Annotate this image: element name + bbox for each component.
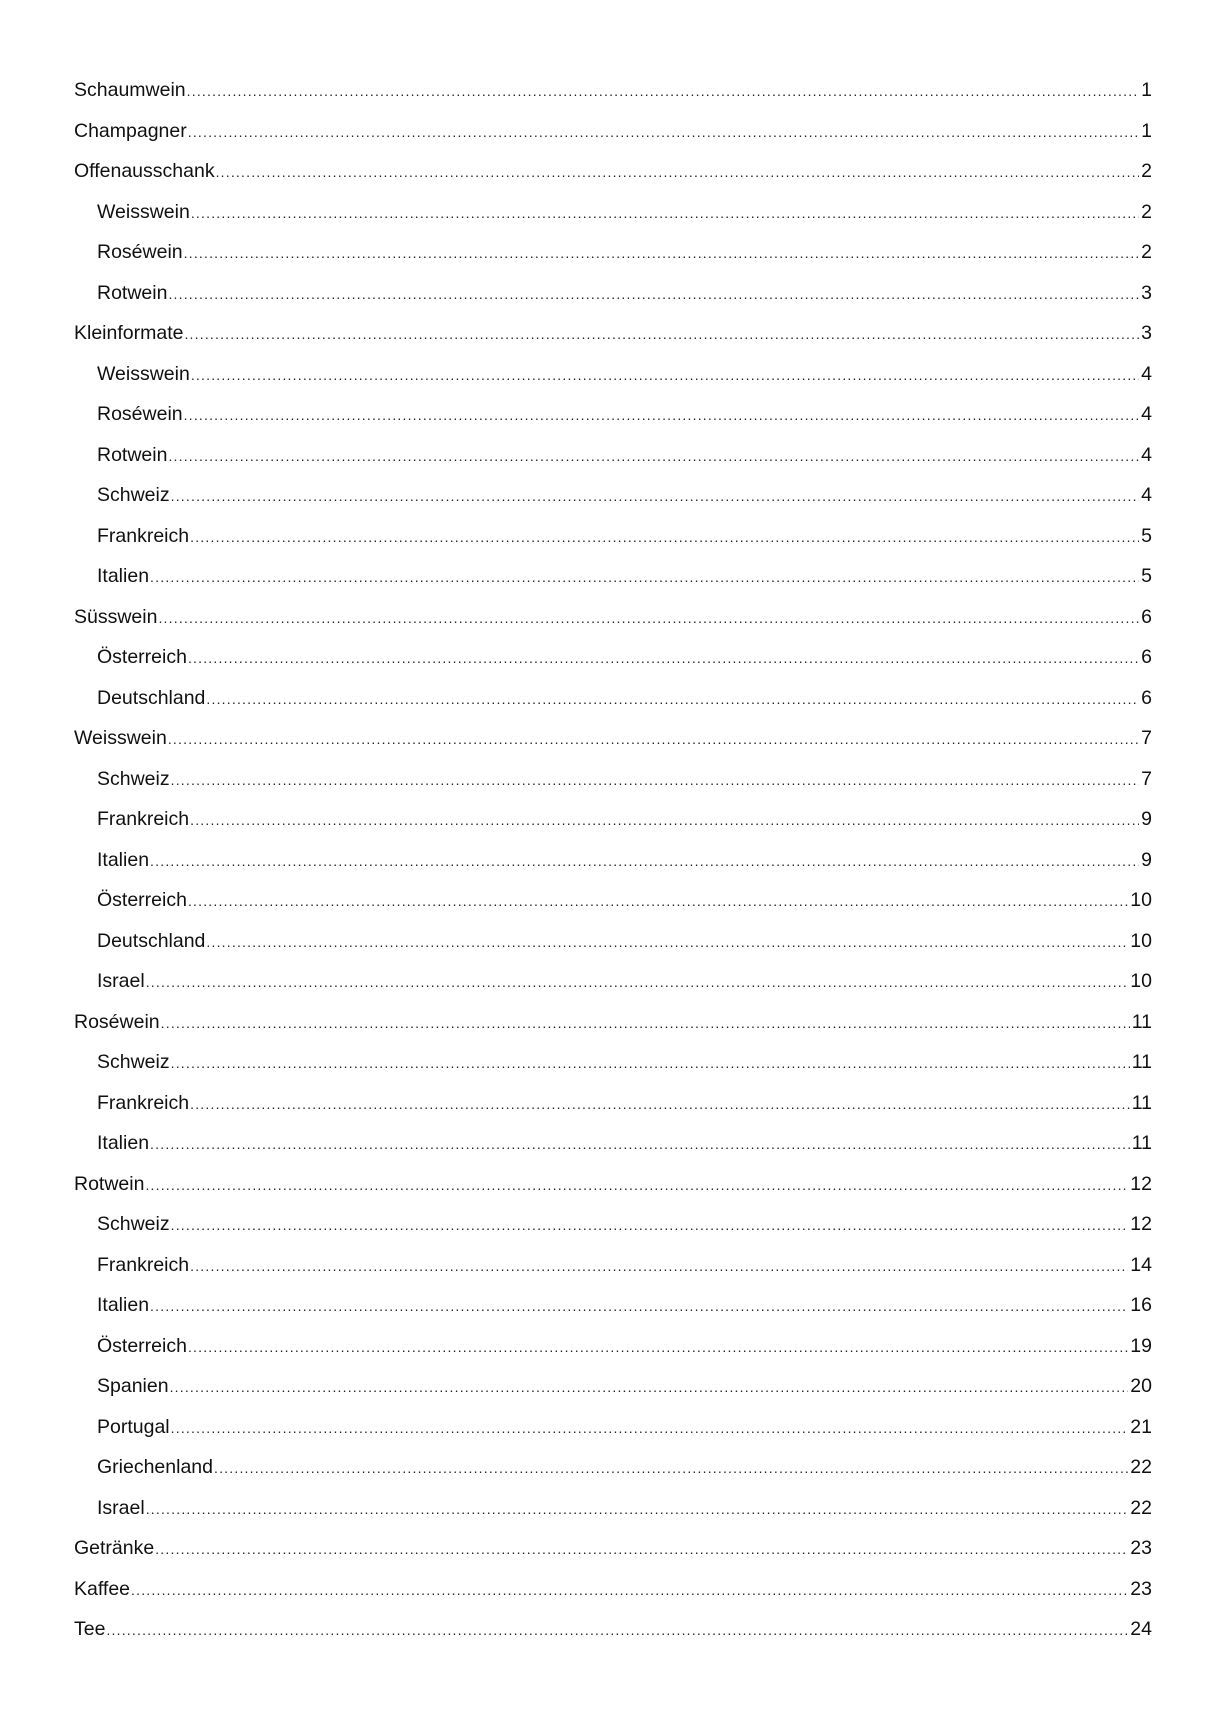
toc-entry-title: Portugal xyxy=(97,1415,170,1438)
toc-page-number: 6 xyxy=(1141,686,1152,709)
toc-dot-leader xyxy=(170,1367,1129,1408)
toc-entry-title: Frankreich xyxy=(97,808,190,830)
toc-page-number: 2 xyxy=(1141,160,1152,182)
toc-entry-title: Österreich xyxy=(97,646,187,668)
toc-page-number: 24 xyxy=(1130,1618,1152,1640)
toc-dot-leader xyxy=(171,1043,1130,1084)
toc-subentry[interactable] xyxy=(74,1083,1152,1124)
toc-entry-title: Israel xyxy=(97,1496,145,1519)
toc-page-number: 10 xyxy=(1130,929,1152,952)
toc-dot-leader xyxy=(184,395,1140,436)
toc-page-number: 7 xyxy=(1141,727,1152,749)
toc-subentry[interactable] xyxy=(74,961,1152,1002)
toc-entry[interactable] xyxy=(74,1528,1152,1569)
toc-dot-leader xyxy=(190,1246,1128,1287)
toc-dot-leader xyxy=(131,1570,1128,1611)
toc-subentry[interactable] xyxy=(74,354,1152,395)
toc-subentry[interactable] xyxy=(74,921,1152,962)
toc-page-number: 11 xyxy=(1131,1091,1152,1114)
toc-page-number: 4 xyxy=(1141,403,1152,425)
toc-entry-title: Roséwein xyxy=(97,403,183,425)
toc-entry-title: Frankreich xyxy=(97,1091,190,1114)
toc-page-number: 22 xyxy=(1130,1496,1152,1519)
toc-dot-leader xyxy=(184,233,1140,274)
toc-subentry[interactable] xyxy=(74,394,1152,435)
toc-page-number: 11 xyxy=(1131,1051,1152,1073)
toc-subentry[interactable] xyxy=(74,516,1152,557)
toc-entry-title: Italien xyxy=(97,565,150,587)
toc-dot-leader xyxy=(150,841,1139,882)
toc-page-number: 19 xyxy=(1130,1334,1152,1357)
toc-page-number: 1 xyxy=(1141,79,1152,101)
toc-entry-title: Schweiz xyxy=(97,484,170,506)
toc-dot-leader xyxy=(150,557,1139,598)
toc-dot-leader xyxy=(188,1327,1128,1368)
toc-entry-title: Schweiz xyxy=(97,1213,170,1235)
toc-entry[interactable] xyxy=(74,1569,1152,1610)
toc-subentry[interactable] xyxy=(74,556,1152,597)
toc-page-number: 4 xyxy=(1141,443,1152,466)
toc-dot-leader xyxy=(168,274,1139,315)
toc-page-number: 12 xyxy=(1130,1172,1152,1195)
toc-subentry[interactable] xyxy=(74,1204,1152,1245)
toc-page-number: 4 xyxy=(1141,484,1152,506)
toc-entry-title: Getränke xyxy=(74,1537,155,1559)
toc-dot-leader xyxy=(146,1489,1129,1530)
toc-page-number: 20 xyxy=(1130,1375,1152,1397)
toc-subentry[interactable] xyxy=(74,1447,1152,1488)
toc-entry[interactable] xyxy=(74,70,1152,111)
toc-entry-title: Weisswein xyxy=(97,362,190,385)
toc-page-number: 10 xyxy=(1130,970,1152,992)
toc-page-number: 11 xyxy=(1131,1132,1152,1154)
toc-subentry[interactable] xyxy=(74,1366,1152,1407)
toc-subentry[interactable] xyxy=(74,1245,1152,1286)
toc-entry-title: Italien xyxy=(97,1294,150,1316)
toc-entry[interactable] xyxy=(74,1609,1152,1650)
toc-page-number: 9 xyxy=(1141,808,1152,830)
toc-entry[interactable] xyxy=(74,111,1152,152)
table-of-contents xyxy=(74,70,1152,1650)
toc-entry-title: Weisswein xyxy=(97,200,190,223)
toc-page-number: 3 xyxy=(1141,322,1152,344)
toc-subentry[interactable] xyxy=(74,475,1152,516)
toc-page-number: 5 xyxy=(1141,524,1152,547)
toc-entry-title: Österreich xyxy=(97,889,187,911)
toc-entry[interactable] xyxy=(74,1164,1152,1205)
toc-page-number: 5 xyxy=(1141,565,1152,587)
toc-dot-leader xyxy=(191,193,1139,234)
toc-page-number: 23 xyxy=(1130,1577,1152,1600)
toc-entry-title: Israel xyxy=(97,970,145,992)
toc-entry-title: Deutschland xyxy=(97,929,206,952)
toc-entry-title: Deutschland xyxy=(97,686,206,709)
toc-page-number: 2 xyxy=(1141,200,1152,223)
toc-page-number: 21 xyxy=(1130,1415,1152,1438)
toc-dot-leader xyxy=(171,1408,1129,1449)
toc-dot-leader xyxy=(146,962,1129,1003)
toc-page-number: 22 xyxy=(1130,1456,1152,1478)
toc-entry-title: Italien xyxy=(97,1132,150,1154)
toc-entry[interactable] xyxy=(74,597,1152,638)
toc-dot-leader xyxy=(168,719,1139,760)
toc-dot-leader xyxy=(190,1084,1130,1125)
toc-page-number: 23 xyxy=(1130,1537,1152,1559)
toc-page-number: 14 xyxy=(1130,1253,1152,1276)
toc-entry-title: Kleinformate xyxy=(74,322,184,344)
toc-page-number: 16 xyxy=(1130,1294,1152,1316)
toc-dot-leader xyxy=(155,1529,1128,1570)
toc-dot-leader xyxy=(206,922,1128,963)
toc-entry-title: Schweiz xyxy=(97,767,170,790)
toc-entry[interactable] xyxy=(74,718,1152,759)
toc-entry-title: Schaumwein xyxy=(74,79,186,101)
toc-dot-leader xyxy=(187,71,1140,112)
toc-page-number: 1 xyxy=(1141,119,1152,142)
toc-dot-leader xyxy=(150,1286,1128,1327)
toc-subentry[interactable] xyxy=(74,1042,1152,1083)
toc-subentry[interactable] xyxy=(74,1326,1152,1367)
toc-entry[interactable] xyxy=(74,313,1152,354)
toc-entry-title: Offenausschank xyxy=(74,160,215,182)
toc-entry[interactable] xyxy=(74,151,1152,192)
toc-dot-leader xyxy=(206,679,1139,720)
toc-entry-title: Italien xyxy=(97,848,150,871)
toc-dot-leader xyxy=(188,881,1128,922)
toc-entry-title: Tee xyxy=(74,1618,106,1640)
toc-dot-leader xyxy=(216,152,1140,193)
toc-dot-leader xyxy=(171,1205,1129,1246)
toc-dot-leader xyxy=(191,355,1139,396)
toc-page-number: 9 xyxy=(1141,848,1152,871)
toc-subentry[interactable] xyxy=(74,1488,1152,1529)
toc-subentry[interactable] xyxy=(74,435,1152,476)
toc-entry-title: Champagner xyxy=(74,119,187,142)
toc-entry-title: Rotwein xyxy=(97,281,168,304)
toc-page-number: 12 xyxy=(1130,1213,1152,1235)
toc-page-number: 6 xyxy=(1141,646,1152,668)
toc-subentry[interactable] xyxy=(74,759,1152,800)
toc-dot-leader xyxy=(184,314,1139,355)
toc-subentry[interactable] xyxy=(74,1407,1152,1448)
toc-dot-leader xyxy=(190,800,1139,841)
toc-subentry[interactable] xyxy=(74,678,1152,719)
toc-page-number: 11 xyxy=(1131,1010,1152,1033)
toc-dot-leader xyxy=(150,1124,1130,1165)
toc-subentry[interactable] xyxy=(74,232,1152,273)
toc-entry-title: Kaffee xyxy=(74,1577,131,1600)
toc-entry-title: Griechenland xyxy=(97,1456,213,1478)
toc-subentry[interactable] xyxy=(74,637,1152,678)
toc-page-number: 10 xyxy=(1130,889,1152,911)
toc-dot-leader xyxy=(168,436,1139,477)
toc-dot-leader xyxy=(214,1448,1128,1489)
toc-dot-leader xyxy=(161,1003,1130,1044)
toc-entry[interactable] xyxy=(74,1002,1152,1043)
toc-page-number: 4 xyxy=(1141,362,1152,385)
toc-entry-title: Frankreich xyxy=(97,1253,190,1276)
toc-dot-leader xyxy=(171,760,1140,801)
toc-dot-leader xyxy=(190,517,1139,558)
toc-dot-leader xyxy=(171,476,1140,517)
toc-entry-title: Roséwein xyxy=(74,1010,160,1033)
toc-entry-title: Rotwein xyxy=(97,443,168,466)
toc-dot-leader xyxy=(106,1610,1128,1651)
toc-entry-title: Rotwein xyxy=(74,1172,145,1195)
toc-subentry[interactable] xyxy=(74,192,1152,233)
toc-dot-leader xyxy=(158,598,1139,639)
toc-subentry[interactable] xyxy=(74,1285,1152,1326)
toc-entry-title: Frankreich xyxy=(97,524,190,547)
toc-dot-leader xyxy=(188,112,1139,153)
toc-entry-title: Österreich xyxy=(97,1334,187,1357)
toc-entry-title: Weisswein xyxy=(74,727,167,749)
toc-subentry[interactable] xyxy=(74,880,1152,921)
toc-dot-leader xyxy=(145,1165,1128,1206)
toc-subentry[interactable] xyxy=(74,1123,1152,1164)
toc-dot-leader xyxy=(188,638,1139,679)
toc-entry-title: Roséwein xyxy=(97,241,183,263)
toc-page-number: 7 xyxy=(1141,767,1152,790)
toc-subentry[interactable] xyxy=(74,799,1152,840)
toc-entry-title: Spanien xyxy=(97,1375,169,1397)
toc-page-number: 6 xyxy=(1141,605,1152,628)
toc-page-number: 2 xyxy=(1141,241,1152,263)
toc-entry-title: Schweiz xyxy=(97,1051,170,1073)
toc-subentry[interactable] xyxy=(74,273,1152,314)
toc-entry-title: Süsswein xyxy=(74,605,158,628)
toc-subentry[interactable] xyxy=(74,840,1152,881)
toc-page-number: 3 xyxy=(1141,281,1152,304)
